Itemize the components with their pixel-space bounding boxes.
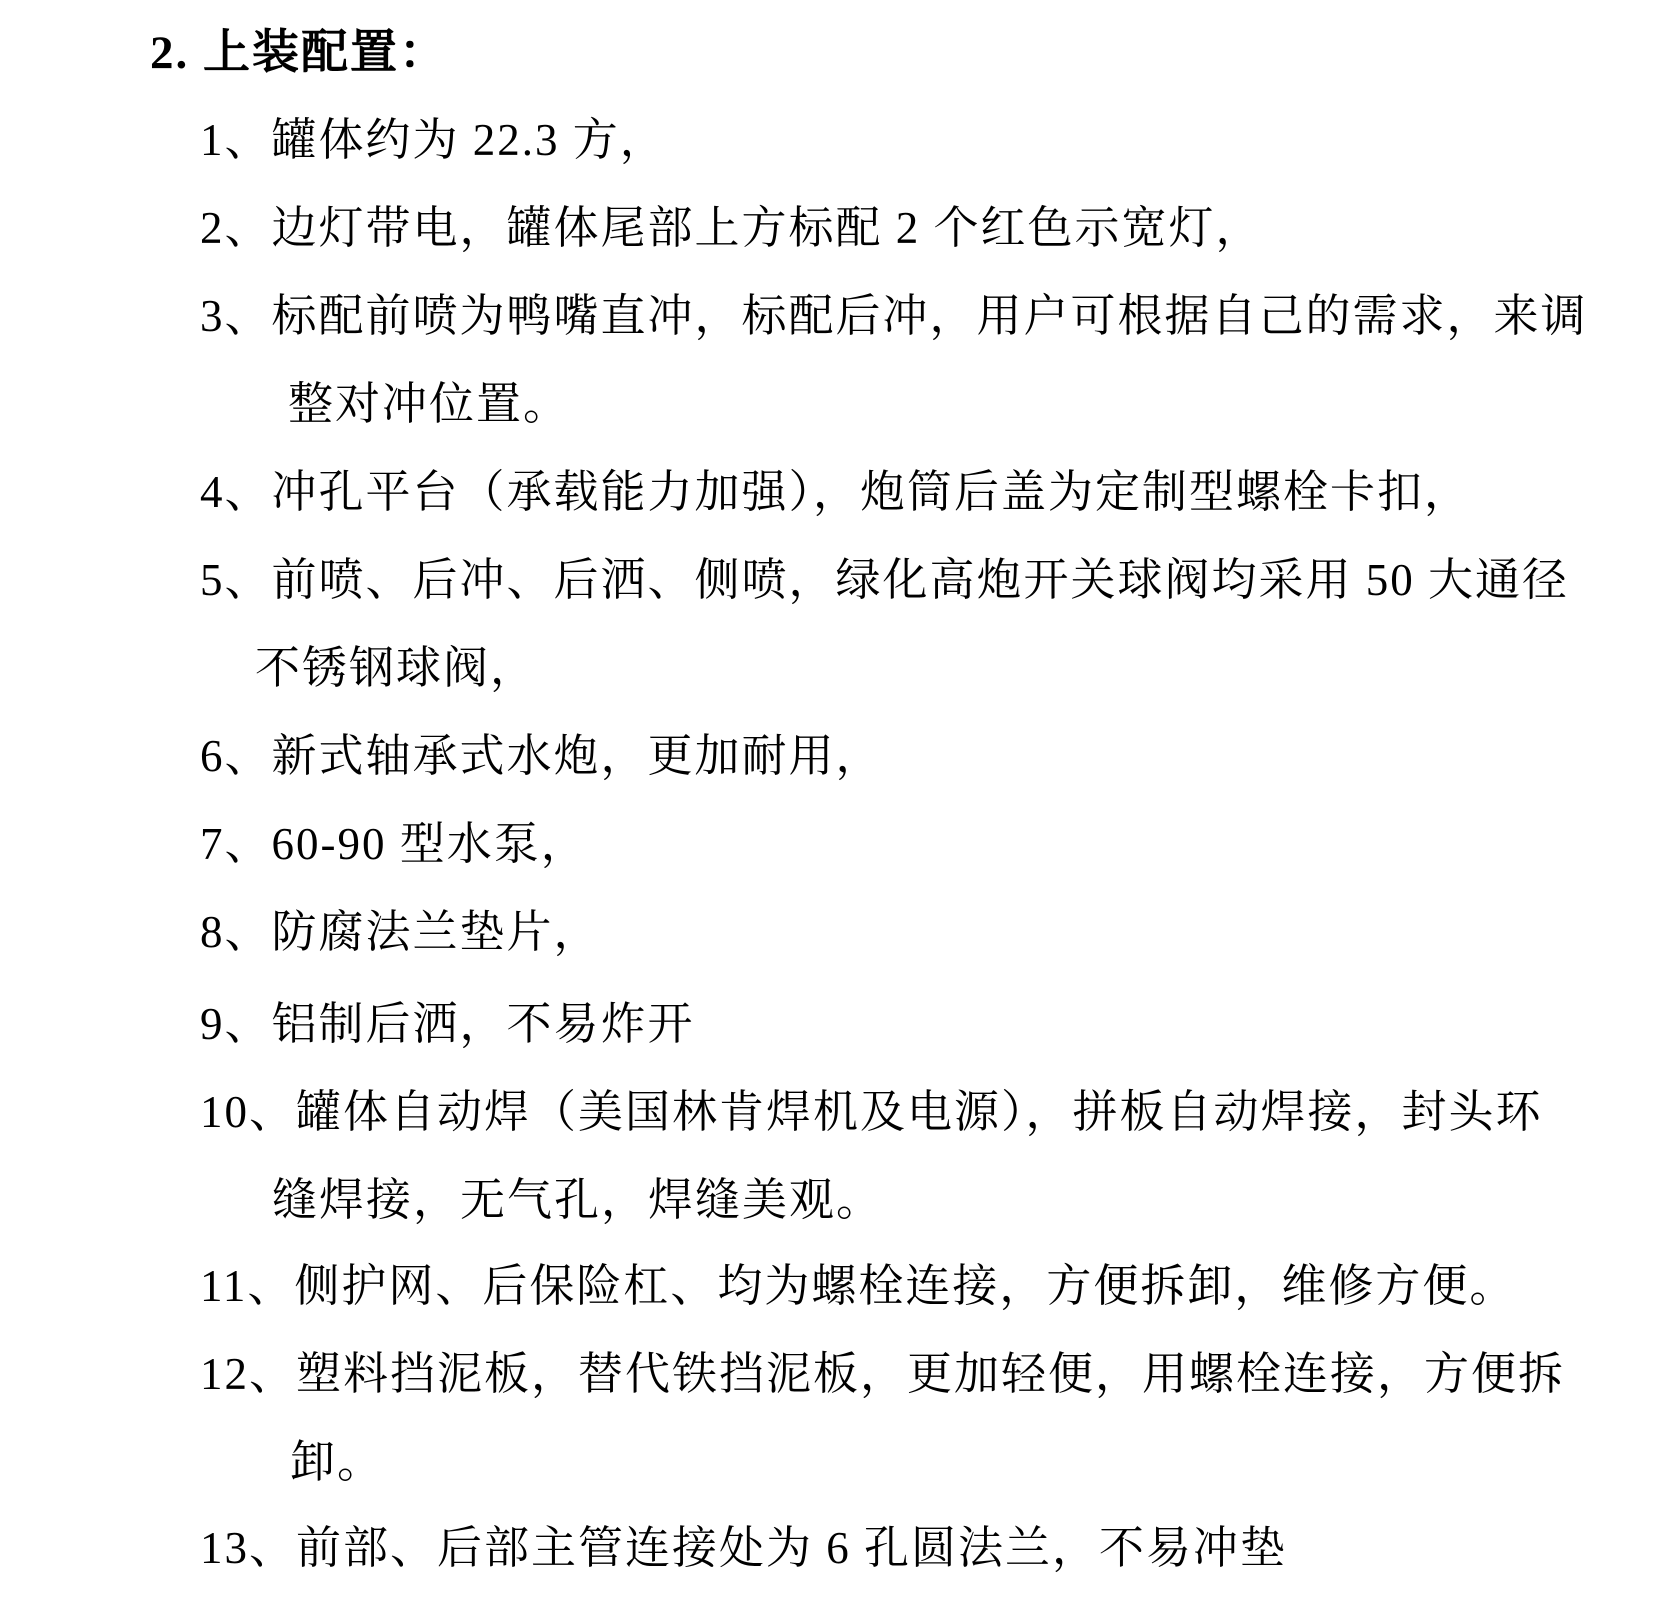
list-item-13: 13、前部、后部主管连接处为 6 孔圆法兰，不易冲垫	[200, 1523, 1288, 1573]
list-item-10-line-1: 10、罐体自动焊（美国林肯焊机及电源），拼板自动焊接，封头环	[200, 1087, 1543, 1137]
list-item-9: 9、铝制后洒，不易炸开	[200, 999, 695, 1049]
list-item-2: 2、边灯带电，罐体尾部上方标配 2 个红色示宽灯，	[200, 203, 1263, 253]
list-item-7: 7、60-90 型水泵，	[200, 819, 588, 869]
list-item-8: 8、防腐法兰垫片，	[200, 907, 601, 957]
list-item-11: 11、侧护网、后保险杠、均为螺栓连接，方便拆卸，维修方便。	[200, 1261, 1517, 1311]
list-item-3-line-2: 整对冲位置。	[288, 379, 571, 429]
list-item-5-line-2: 不锈钢球阀，	[255, 643, 538, 693]
list-item-12-line-2: 卸。	[290, 1437, 385, 1487]
list-item-12-line-1: 12、塑料挡泥板，替代铁挡泥板，更加轻便，用螺栓连接，方便拆	[200, 1349, 1566, 1399]
list-item-3-line-1: 3、标配前喷为鸭嘴直冲，标配后冲，用户可根据自己的需求，来调	[200, 291, 1588, 341]
list-item-6: 6、新式轴承式水炮，更加耐用，	[200, 731, 883, 781]
list-item-1: 1、罐体约为 22.3 方，	[200, 115, 667, 165]
list-item-4: 4、冲孔平台（承载能力加强），炮筒后盖为定制型螺栓卡扣，	[200, 467, 1472, 517]
list-item-10-line-2: 缝焊接，无气孔，焊缝美观。	[272, 1175, 884, 1225]
list-item-5-line-1: 5、前喷、后冲、后洒、侧喷，绿化高炮开关球阀均采用 50 大通径	[200, 555, 1570, 605]
section-heading: 2. 上装配置：	[150, 27, 448, 79]
